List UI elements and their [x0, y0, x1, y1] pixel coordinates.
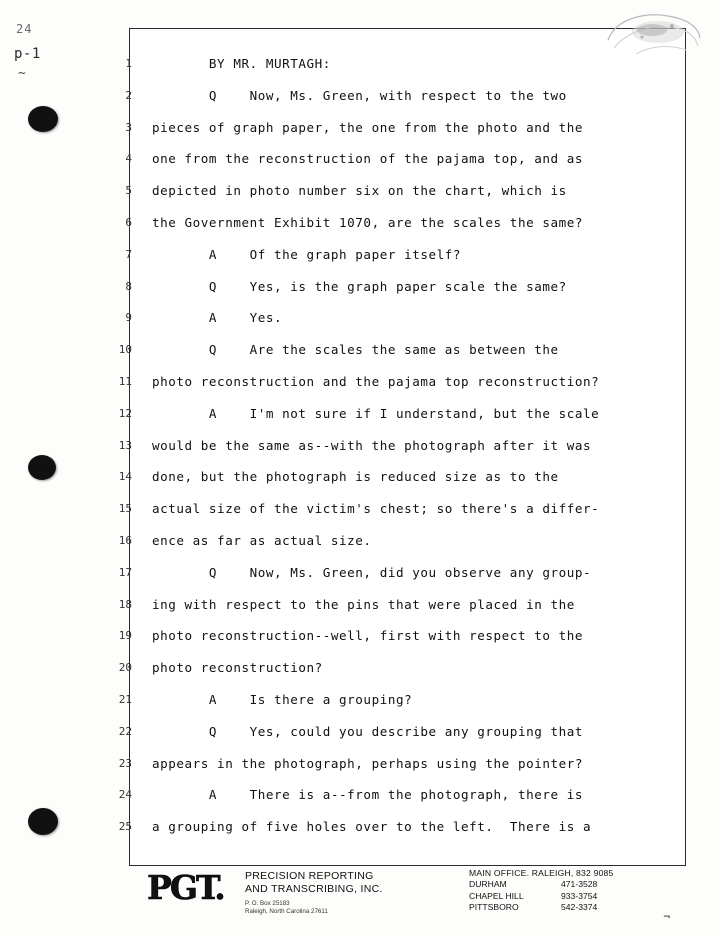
line-number: 7 [125, 247, 132, 261]
tick-mark: ¬ [663, 910, 670, 923]
office-phone: 933-3754 [561, 890, 598, 901]
office-phone: 542-3374 [561, 902, 598, 913]
line-number: 20 [118, 661, 132, 675]
office-city: PITTSBORO [469, 902, 519, 913]
pgt-logo [147, 870, 239, 914]
transcript-line: done, but the photograph is reduced size as to the [152, 469, 559, 485]
transcript-line: BY MR. MURTAGH: [152, 56, 331, 71]
page-number: 24 [16, 22, 33, 36]
transcript-line: A I'm not sure if I understand, but the scale [152, 405, 600, 421]
line-number: 2 [125, 88, 132, 102]
transcript-line: depicted in photo number six on the chart, which is [152, 183, 567, 199]
logo-text: PGT. [147, 868, 224, 907]
line-number: 21 [118, 692, 132, 706]
page-label: p-1 [14, 46, 41, 62]
transcript-line: ing with respect to the pins that were placed in the [152, 596, 575, 612]
line-number: 4 [125, 152, 132, 166]
office-row [469, 891, 684, 902]
contact-block [469, 868, 684, 914]
company-name [245, 870, 445, 896]
transcript-line: A Of the graph paper itself? [152, 246, 462, 262]
office-city: CHAPEL HILL [469, 890, 524, 901]
transcript-line: one from the reconstruction of the pajama top, and as [152, 151, 583, 167]
transcript-line: would be the same as--with the photograph after it was [152, 437, 592, 453]
line-number: 15 [118, 502, 132, 516]
transcript-line: Q Yes, is the graph paper scale the same? [152, 278, 567, 294]
transcript-line: the Government Exhibit 1070, are the scales the same? [152, 214, 583, 230]
transcript-line: Q Yes, could you describe any grouping that [152, 723, 583, 739]
company-name-line1: PRECISION REPORTING [245, 870, 374, 882]
punch-hole-icon [28, 455, 56, 480]
line-number: 13 [118, 438, 132, 452]
address-line2: Raleigh, North Carolina 27611 [245, 908, 328, 915]
transcript-line: A Yes. [152, 310, 283, 326]
line-number: 5 [125, 184, 132, 198]
line-number: 17 [118, 565, 132, 579]
line-number: 18 [118, 597, 132, 611]
transcript-line: ence as far as actual size. [152, 532, 372, 548]
transcript-line: appears in the photograph, perhaps using the pointer? [152, 755, 583, 771]
line-number: 3 [125, 120, 132, 134]
line-number-column [110, 48, 132, 843]
address-line1: P. O. Box 25183 [245, 900, 290, 907]
transcript-line: photo reconstruction--well, first with respect to the [152, 628, 583, 644]
line-number: 25 [118, 820, 132, 834]
company-address [245, 900, 425, 916]
line-number: 24 [118, 788, 132, 802]
transcript-line: A There is a--from the photograph, there is [152, 787, 583, 803]
office-city: DURHAM [469, 879, 507, 890]
transcript-line: A Is there a grouping? [152, 691, 413, 707]
transcript-line: photo reconstruction? [152, 660, 323, 676]
transcript-body [152, 48, 672, 843]
office-phone: 471-3528 [561, 879, 598, 890]
office-row [469, 879, 684, 890]
main-office-line: MAIN OFFICE. RALEIGH, 832 9085 [469, 868, 614, 878]
line-number: 10 [118, 343, 132, 357]
transcript-line: Q Are the scales the same as between the [152, 342, 559, 358]
office-row [469, 902, 684, 913]
transcript-line: photo reconstruction and the pajama top reconstruction? [152, 373, 600, 389]
transcript-line: Q Now, Ms. Green, with respect to the two [152, 87, 567, 103]
transcript-line: Q Now, Ms. Green, did you observe any group- [152, 564, 592, 580]
line-number: 12 [118, 406, 132, 420]
page-dash-mark: ~ [18, 66, 26, 81]
transcript-line: a grouping of five holes over to the left. There is a [152, 819, 592, 835]
line-number: 11 [118, 374, 132, 388]
line-number: 1 [125, 57, 132, 70]
transcript-line: pieces of graph paper, the one from the photo and the [152, 119, 583, 135]
line-number: 14 [118, 470, 132, 484]
transcript-line: actual size of the victim's chest; so there's a differ- [152, 501, 600, 517]
footer [129, 866, 686, 926]
line-number: 8 [125, 279, 132, 293]
punch-hole-icon [28, 808, 58, 835]
line-number: 22 [118, 724, 132, 738]
punch-hole-icon [28, 106, 58, 132]
line-number: 9 [125, 311, 132, 325]
line-number: 16 [118, 533, 132, 547]
line-number: 6 [125, 215, 132, 229]
line-number: 23 [118, 756, 132, 770]
company-name-line2: AND TRANSCRIBING, INC. [245, 883, 383, 895]
line-number: 19 [118, 629, 132, 643]
